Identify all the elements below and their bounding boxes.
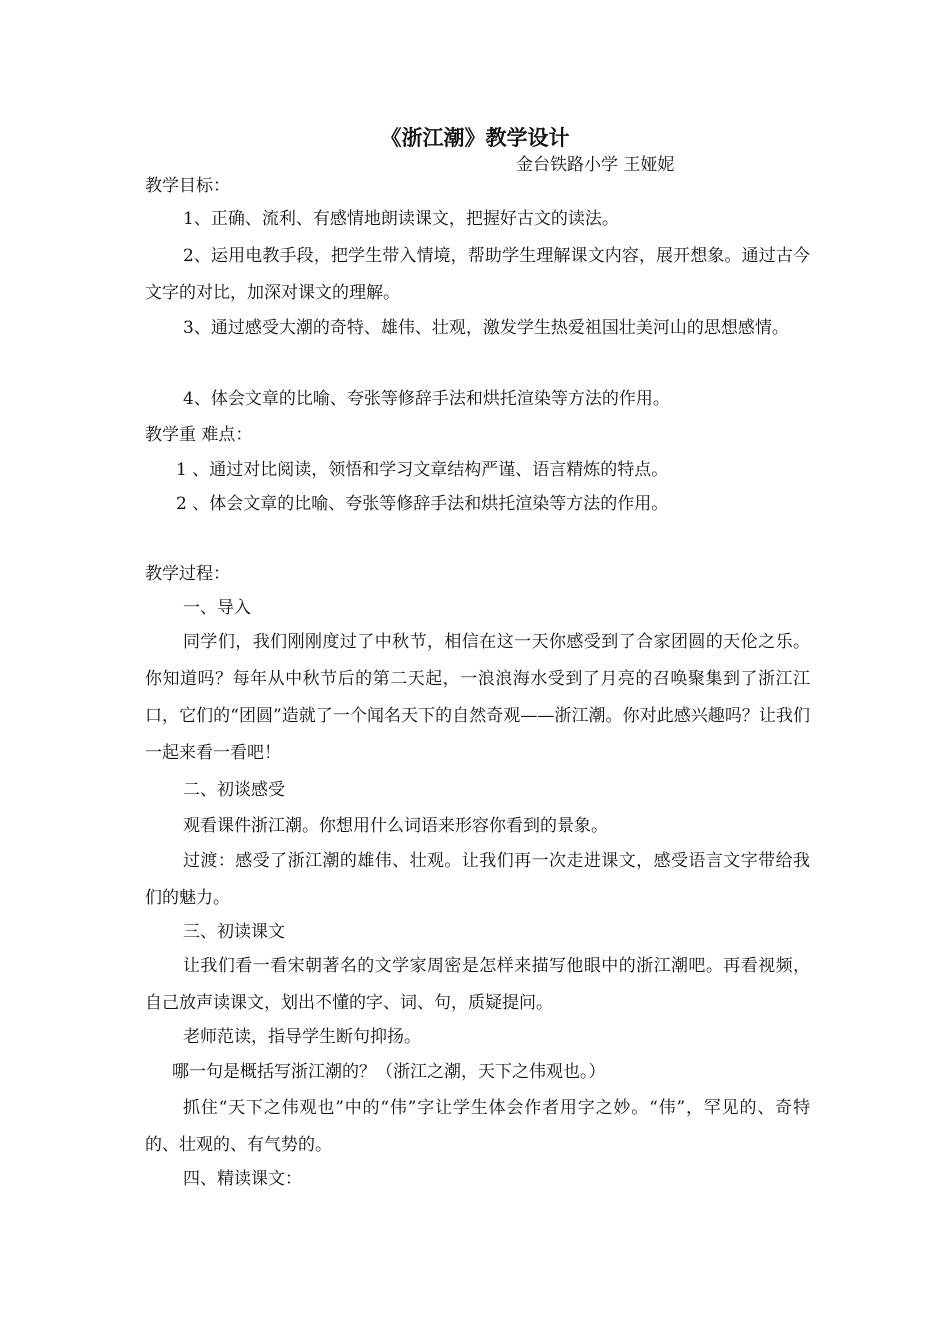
- section-paragraph: 同学们，我们刚刚度过了中秋节，相信在这一天你感受到了合家团圆的天伦之乐。你知道吗？每年从中秋节后的第二天起，一浪浪海水受到了月亮的召唤聚集到了浙江江口，它们的“团圆”造就了一个闻名天下的自然奇观——浙江潮。你对此感兴趣吗？让我们一起来看一看吧！: [145, 632, 810, 763]
- section-heading: 二、初谈感受: [183, 780, 285, 800]
- section-paragraph: 过渡：感受了浙江潮的雄伟、壮观。让我们再一次走进课文，感受语言文字带给我们的魅力。: [145, 851, 810, 908]
- key-point-item: 1 、通过对比阅读，领悟和学习文章结构严谨、语言精炼的特点。: [176, 460, 669, 480]
- section-heading: 一、导入: [183, 598, 251, 618]
- key-point-item: 2 、体会文章的比喻、夸张等修辞手法和烘托渲染等方法的作用。: [176, 494, 669, 514]
- section-paragraph: 抓住“天下之伟观也”中的“伟”字让学生体会作者用字之妙。“伟”，罕见的、奇特的、壮观的、有气势的。: [145, 1098, 810, 1155]
- section-paragraph: 观看课件浙江潮。你想用什么词语来形容你看到的景象。: [183, 816, 608, 836]
- section-paragraph: 哪一句是概括写浙江潮的？（浙江之潮，天下之伟观也。）: [172, 1062, 606, 1082]
- process-heading: 教学过程：: [145, 564, 230, 584]
- section-paragraph: 老师范读，指导学生断句抑扬。: [183, 1027, 421, 1047]
- goal-item: 1、正确、流利、有感情地朗读课文，把握好古文的读法。: [183, 209, 619, 229]
- section-heading: 三、初读课文: [183, 922, 285, 942]
- author-line: 金台铁路小学 王娅妮: [516, 155, 675, 175]
- goals-heading: 教学目标：: [145, 176, 230, 196]
- key-points-heading: 教学重 难点：: [145, 425, 253, 445]
- section-heading: 四、精读课文：: [183, 1169, 302, 1189]
- document-title: 《浙江潮》教学设计: [380, 126, 570, 150]
- goal-item: 2、运用电教手段，把学生带入情境，帮助学生理解课文内容，展开想象。通过古今文字的对比，加深对课文的理解。: [145, 246, 810, 303]
- goal-item: 3、通过感受大潮的奇特、雄伟、壮观，激发学生热爱祖国壮美河山的思想感情。: [183, 318, 789, 338]
- section-paragraph: 让我们看一看宋朝著名的文学家周密是怎样来描写他眼中的浙江潮吧。再看视频，自己放声读课文，划出不懂的字、词、句，质疑提问。: [145, 956, 810, 1013]
- goal-item: 4、体会文章的比喻、夸张等修辞手法和烘托渲染等方法的作用。: [183, 389, 670, 409]
